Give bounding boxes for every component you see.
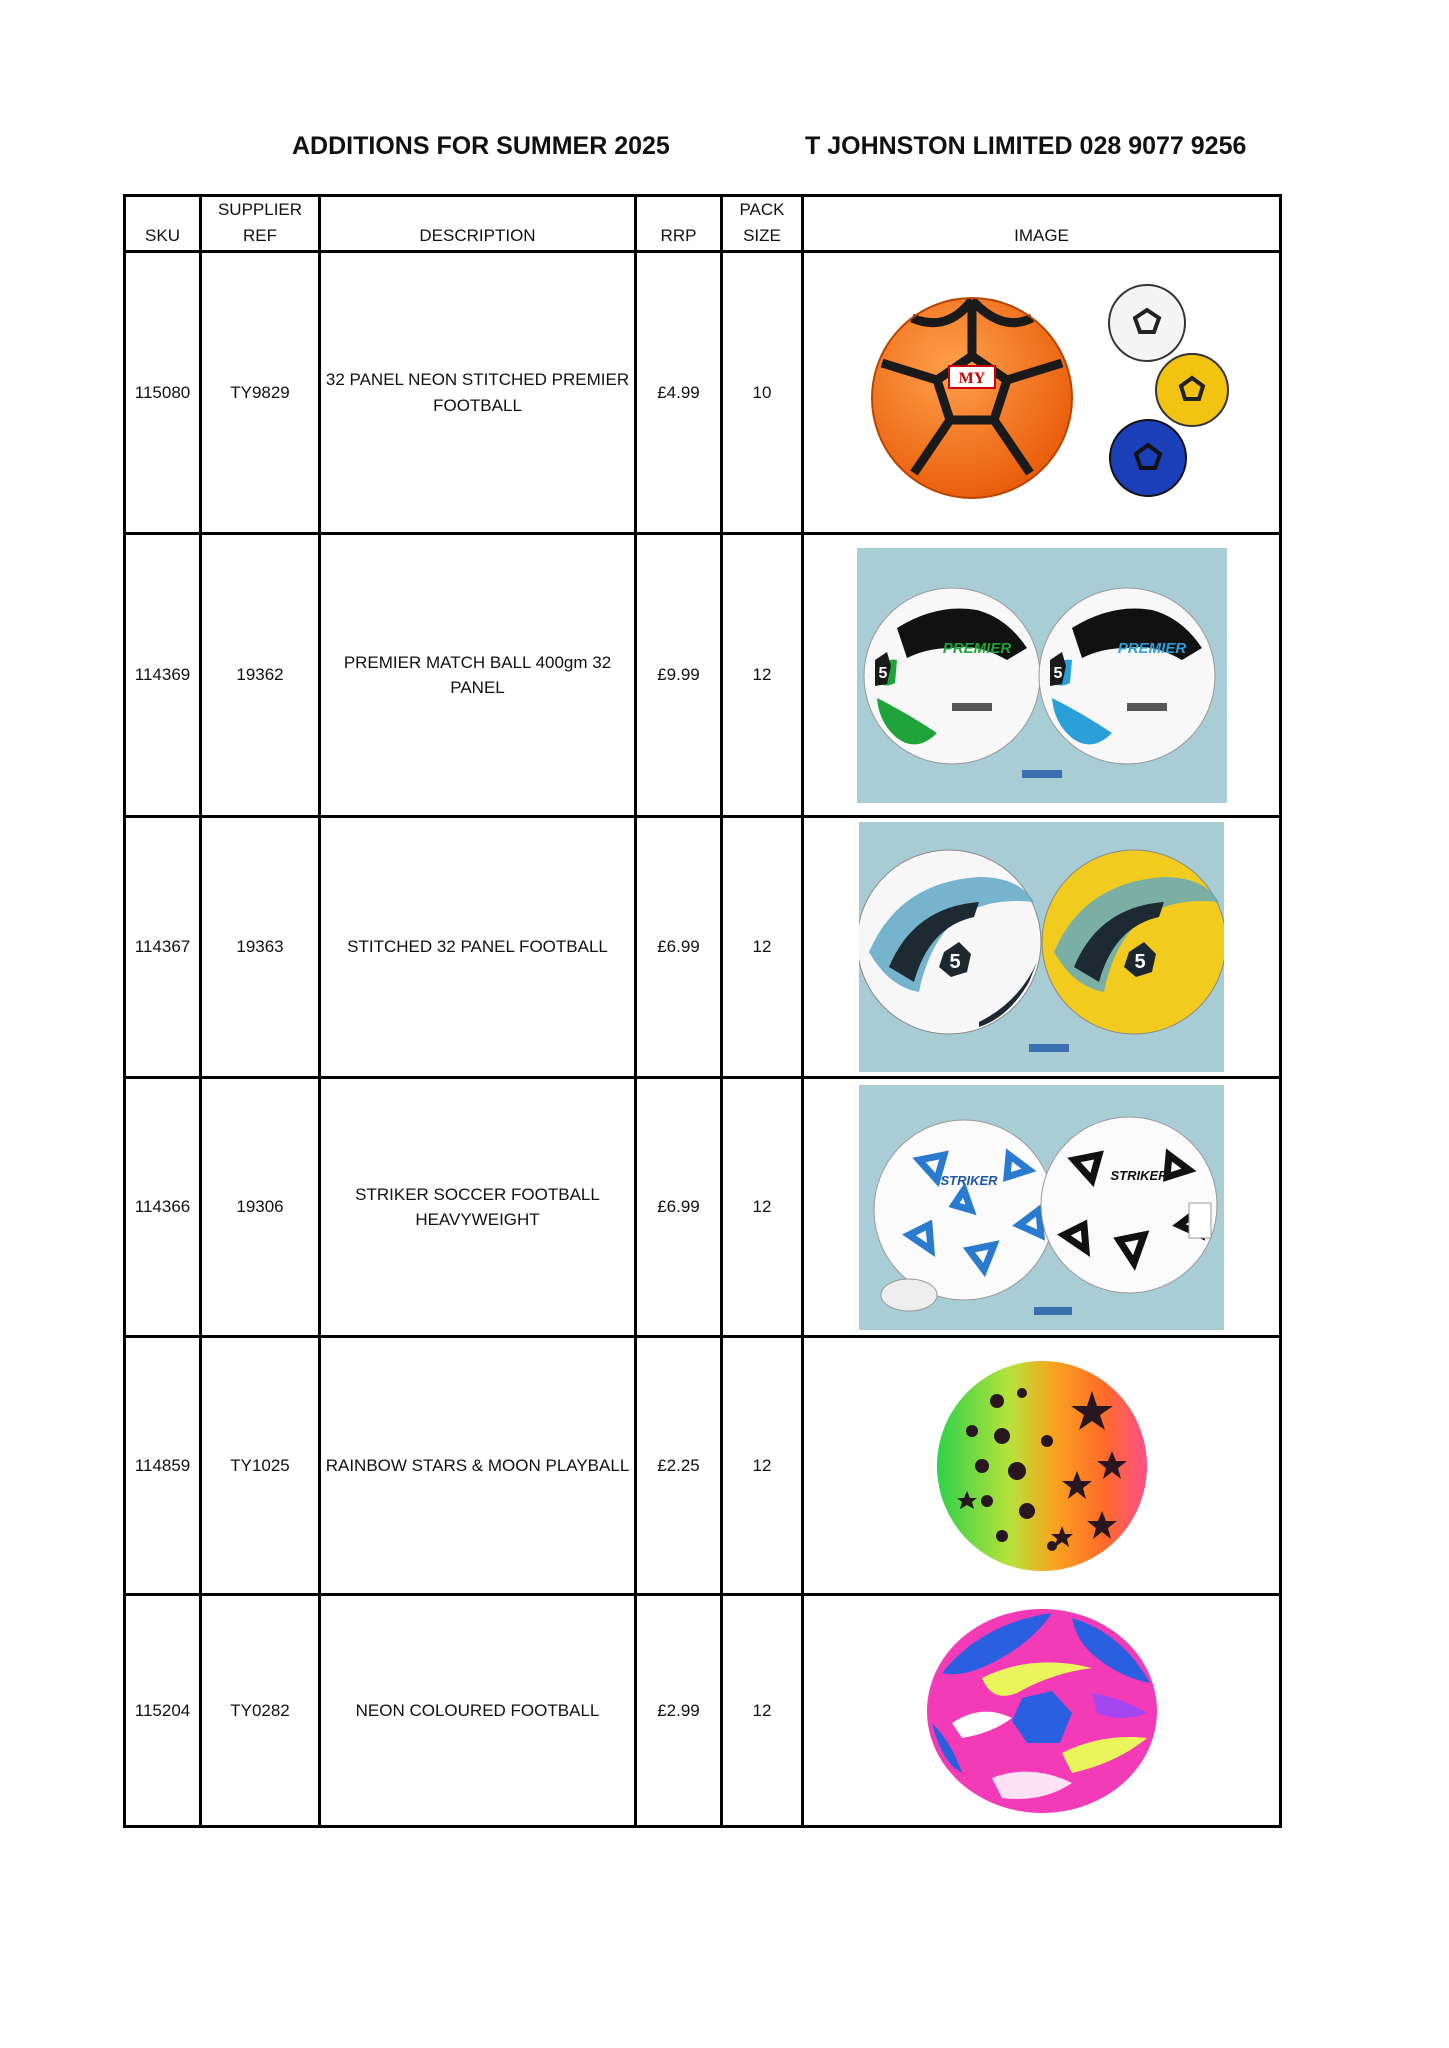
image-cell (803, 534, 1281, 817)
table-header-row (125, 196, 1281, 252)
striker-footballs-icon (859, 1085, 1224, 1330)
image-cell (803, 1595, 1281, 1827)
pack-size-cell: 12 (722, 817, 803, 1078)
column-header-rrp: RRP (636, 196, 722, 252)
company-contact: T JOHNSTON LIMITED 028 9077 9256 (805, 132, 1247, 160)
sku-cell: 114859 (125, 1337, 201, 1595)
rrp-cell: £6.99 (636, 1078, 722, 1337)
product-table (123, 194, 1282, 1828)
sku-cell: 115080 (125, 252, 201, 534)
table-row (125, 1595, 1281, 1827)
pack-size-cell: 12 (722, 1078, 803, 1337)
page-title: ADDITIONS FOR SUMMER 2025 (292, 132, 670, 160)
description-cell: STITCHED 32 PANEL FOOTBALL (320, 817, 636, 1078)
rrp-cell: £9.99 (636, 534, 722, 817)
svg-text:MY: MY (958, 369, 985, 387)
rrp-cell: £2.25 (636, 1337, 722, 1595)
supplier-ref-cell: TY0282 (201, 1595, 320, 1827)
supplier-ref-cell: TY1025 (201, 1337, 320, 1595)
pack-size-cell: 12 (722, 534, 803, 817)
table-row (125, 252, 1281, 534)
description-cell: 32 PANEL NEON STITCHED PREMIER FOOTBALL (320, 252, 636, 534)
sku-cell: 115204 (125, 1595, 201, 1827)
pack-size-line2: SIZE (743, 225, 781, 245)
table-row (125, 534, 1281, 817)
description-cell: NEON COLOURED FOOTBALL (320, 1595, 636, 1827)
image-cell (803, 252, 1281, 534)
rrp-cell: £2.99 (636, 1595, 722, 1827)
table-row (125, 1078, 1281, 1337)
pack-size-line1: PACK (739, 200, 785, 219)
svg-text:5: 5 (1053, 664, 1062, 682)
column-header-pack-size (722, 196, 803, 252)
supplier-ref-cell: 19306 (201, 1078, 320, 1337)
column-header-sku: SKU (125, 196, 201, 252)
pack-size-cell: 12 (722, 1595, 803, 1827)
rrp-cell: £6.99 (636, 817, 722, 1078)
sku-cell: 114369 (125, 534, 201, 817)
supplier-ref-cell: 19362 (201, 534, 320, 817)
svg-text:5: 5 (878, 664, 887, 682)
supplier-ref-cell: TY9829 (201, 252, 320, 534)
pack-size-cell: 10 (722, 252, 803, 534)
column-header-description: DESCRIPTION (320, 196, 636, 252)
svg-text:STRIKER: STRIKER (1110, 1167, 1168, 1183)
description-cell: RAINBOW STARS & MOON PLAYBALL (320, 1337, 636, 1595)
svg-text:5: 5 (949, 951, 961, 973)
image-cell (803, 817, 1281, 1078)
table-row (125, 817, 1281, 1078)
rrp-cell: £4.99 (636, 252, 722, 534)
pack-size-cell: 12 (722, 1337, 803, 1595)
svg-text:PREMIER: PREMIER (1117, 639, 1186, 657)
description-cell: PREMIER MATCH BALL 400gm 32 PANEL (320, 534, 636, 817)
image-cell (803, 1337, 1281, 1595)
column-header-image: IMAGE (803, 196, 1281, 252)
stitched-footballs-icon (859, 822, 1224, 1072)
premier-match-balls-icon (857, 548, 1227, 803)
column-header-supplier-ref: SUPPLIER REF (201, 196, 320, 252)
image-cell (803, 1078, 1281, 1337)
sku-cell: 114366 (125, 1078, 201, 1337)
description-cell: STRIKER SOCCER FOOTBALL HEAVYWEIGHT (320, 1078, 636, 1337)
page-header (0, 132, 1449, 172)
supplier-ref-cell: 19363 (201, 817, 320, 1078)
svg-text:PREMIER: PREMIER (942, 639, 1011, 657)
neon-coloured-football-icon (922, 1603, 1162, 1818)
orange-neon-football-icon (852, 278, 1232, 508)
table-row (125, 1337, 1281, 1595)
sku-cell: 114367 (125, 817, 201, 1078)
svg-text:5: 5 (1134, 951, 1146, 973)
svg-text:STRIKER: STRIKER (940, 1172, 998, 1188)
rainbow-playball-icon (927, 1351, 1157, 1581)
